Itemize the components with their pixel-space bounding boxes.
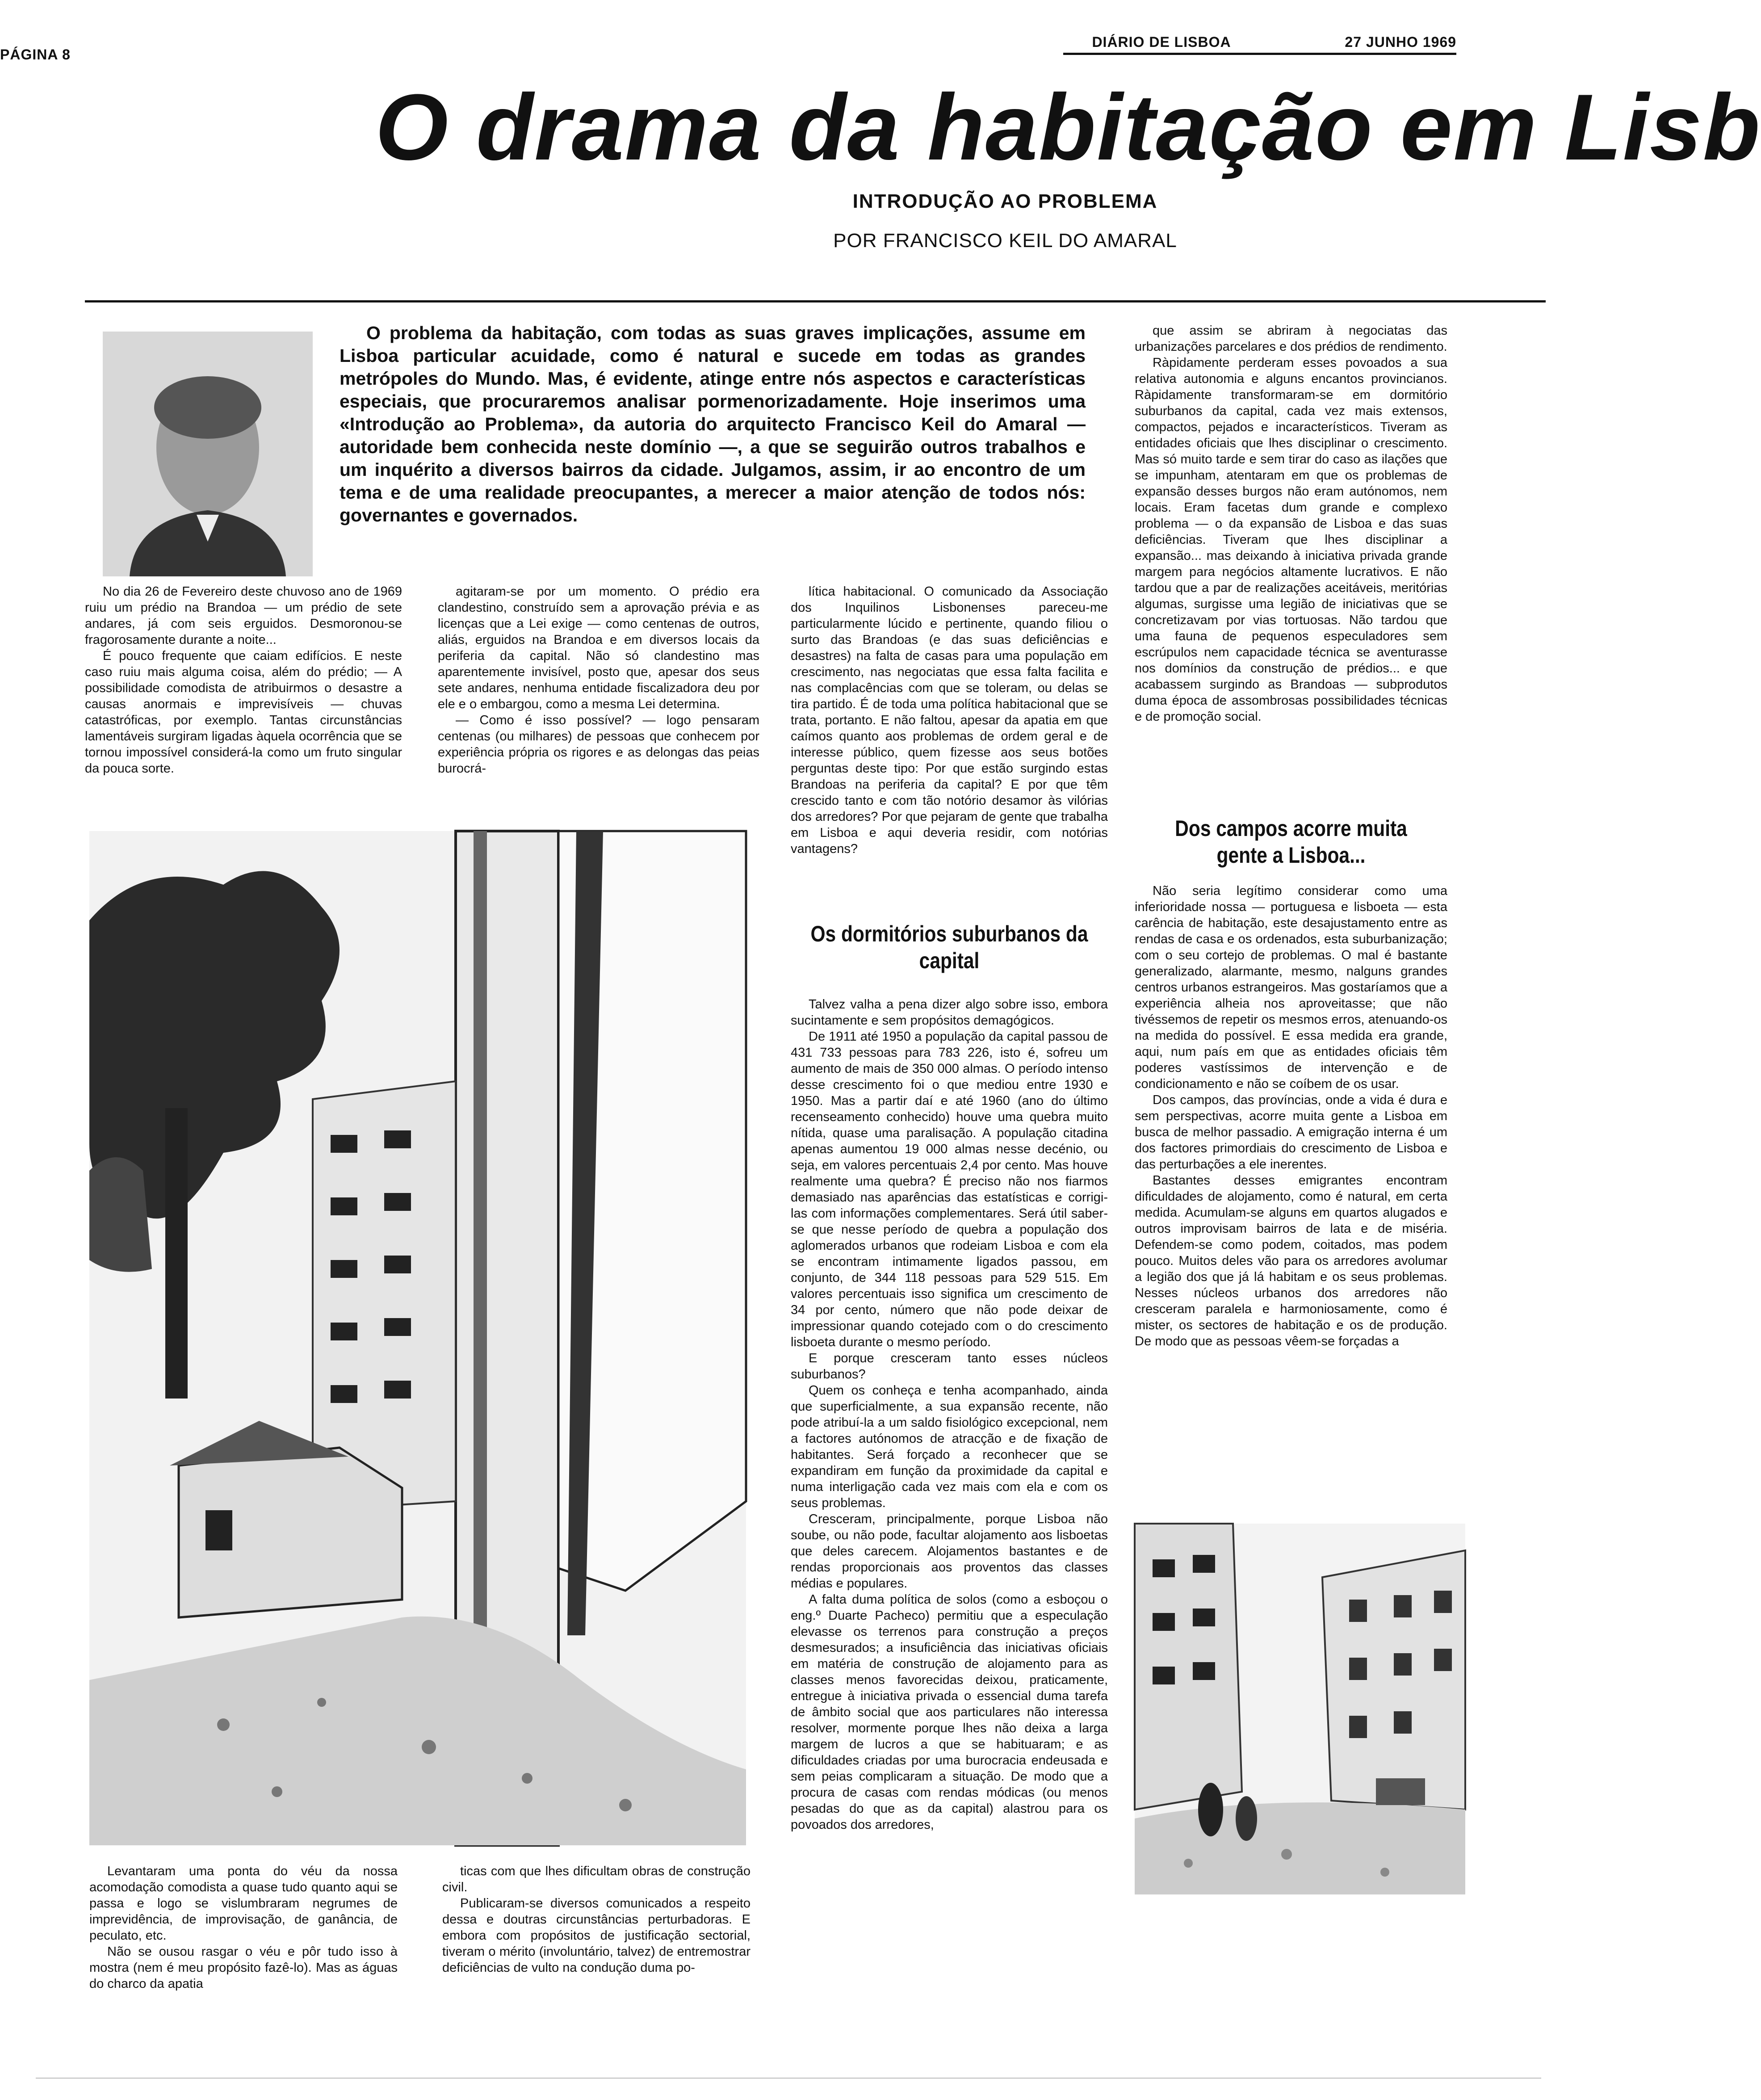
paragraph: Bastantes desses emigrantes encontram dificuldades de alojamento, como é natural, em certa medida. Acumulam-se alguns em quartos alugados e outros improvisam bairros de lata e de miséria. Defendem-se como podem, coitados, mas podem pouco. Muitos deles vão para os arredores avolumar a legião dos que já lá habitam e os seus problemas. Nesses núcleos urbanos dos arredores não cresceram paralela e harmoniosamente, como é mister, os sectores de habitação e os de produção. De modo que as pessoas vêem-se forçadas a	[1135, 1173, 1447, 1348]
paragraph: Levantaram uma ponta do véu da nossa acomodação comodista a quase tudo quanto aqui se passa e logo se vislumbraram negrumes de imprevidência, de improvisação, de ganância, de peculato, etc.	[89, 1864, 398, 1943]
column-3-top	[791, 584, 1108, 857]
column-2	[438, 584, 759, 777]
byline: POR FRANCISCO KEIL DO AMARAL	[833, 230, 1177, 252]
paragraph: Cresceram, principalmente, porque Lisboa não soube, ou não pode, facultar alojamento aos lisboetas que deles carecem. Alojamentos bastantes e de rendas proporcionais aos proventos das classes médias e populares.	[791, 1512, 1108, 1591]
paragraph: — Como é isso possível? — logo pensaram centenas (ou milhares) de pessoas que conhecem por experiência própria os rigores e as delongas das peias burocrá-	[438, 713, 759, 776]
kicker: INTRODUÇÃO AO PROBLEMA	[852, 190, 1158, 212]
lead-text: O problema da habitação, com todas as suas graves implicações, assume em Lisboa particular acuidade, como é natural e sucede em todas as grandes metrópoles do Mundo. Mas, é evidente, atinge entre nós aspectos e características especiais, que procuraremos analisar pormenorizadamente. Hoje inserimos uma «Introdução ao Problema», da autoria do arquitecto Francisco Keil do Amaral — autoridade bem conhecida neste domínio —, a que se seguirão outros trabalhos e um inquérito a diversos bairros da cidade. Julgamos, assim, ir ao encontro de um tema e de uma realidade preocupantes, a merecer a maior atenção de todos nós: governantes e governados.	[340, 323, 1086, 525]
paragraph: agitaram-se por um momento. O prédio era clandestino, construído sem a aprovação prévia e as licenças que a Lei exige — como centenas de outros, aliás, erguidos na Brandoa e em diversos locais da periferia da capital. Não só clandestino mas aparentemente invisível, posto que, apesar dos seus sete andares, nenhuma entidade fiscalizadora deu por ele e o embargou, como a mesma Lei determina.	[438, 584, 759, 711]
photo-caption-right	[442, 1863, 751, 1976]
paragraph: Ràpidamente perderam esses povoados a sua relativa autonomia e alguns encantos provincianos. Ràpidamente transformaram-se em dormitório suburbanos da capital, cada vez mais extensos, compactos, pejados e incaracterísticos. Tiveram as entidades oficiais que lhes disciplinar o crescimento. Mas só muito tarde e sem tirar do caso as ilações que se impunham, atentaram em que os problemas de expansão desses burgos não eram autónomos, nem locais. Eram facetas dum grande e complexo problema — o da expansão de Lisboa e das suas deficiências. Tiveram que lhes disciplinar a expansão... mas deixando à iniciativa privada grande margem para negócios altamente lucrativos. E não tardou que a par de realizações aceitáveis, meritórias algumas, surgisse uma legião de iniciativas que se concretizavam por vias tortuosas. Não tardou que uma fauna de pequenos especuladores sem escrúpulos nem capacidade técnica se aventurasse nos domínios da construção de prédios... e que acabassem surgindo as Brandoas — subprodutos duma época de assombrosas possibilidades técnicas e de promoção social.	[1135, 356, 1447, 724]
paragraph: É pouco frequente que caiam edifícios. E neste caso ruiu mais alguma coisa, além do prédio; — A possibilidade comodista de atribuirmos o desastre a causas anormais e imprevisíveis — chuvas catastróficas, por exemplo. Tantas circunstâncias lamentáveis surgiram ligadas àquela ocorrência que se tornou impossível considerá-la como um fruto singular da pouca sorte.	[85, 649, 402, 776]
issue-date: 27 JUNHO 1969	[1345, 34, 1456, 50]
street-photo	[89, 831, 746, 1845]
paragraph: lítica habitacional. O comunicado da Associação dos Inquilinos Lisbonenses pareceu-me particularmente lúcido e pertinente, quando filiou o surto das Brandoas (e das suas deficiências e desastres) na falta de casas para uma população em crescimento, nas negociatas que essa falta facilita e nas complacências com que se toleram, ou delas se tira partido. É de toda uma política habitacional que se trata, portanto. E não faltou, apesar da apatia em que caímos quanto aos problemas de ordem geral e de interesse público, quem fizesse aos seus botões perguntas deste tipo: Por que estão surgindo estas Brandoas na periferia da capital? E por que têm crescido tanto e com tão notório desamor às vilórias dos arredores? Por que pejaram de gente que trabalha em Lisboa e aqui deveria residir, com notórias vantagens?	[791, 584, 1108, 856]
footer-rule	[36, 2078, 1541, 2079]
paragraph: De 1911 até 1950 a população da capital passou de 431 733 pessoas para 783 226, isto é, sofreu um aumento de mais de 350 000 almas. O período intenso desse crescimento foi o que mediou entre 1930 e 1950. Mas a partir daí e até 1960 (ano do último recenseamento conhecido) houve uma quebra muito nítida, quase uma paralisação. A população citadina apenas aumentou 19 000 almas nesse decénio, ou seja, em valores percentuais 2,4 por cento. Mas houve realmente uma quebra? É preciso não nos fiarmos demasiado nas aparências das estatísticas e corrigi-las com informações complementares. Será útil saber-se que nesse período de quebra a população dos aglomerados urbanos que rodeiam Lisboa e com ela se encontram intimamente ligados passou, em conjunto, de 344 118 pessoas para 529 515. Em valores percentuais isso significa um crescimento de 34 por cento, número que não pode deixar de impressionar quando cotejado com o do crescimento lisboeta durante o mesmo período.	[791, 1029, 1108, 1349]
photo-caption-left	[89, 1863, 398, 1992]
byline-rule	[85, 300, 1546, 302]
paragraph: E porque cresceram tanto esses núcleos suburbanos?	[791, 1351, 1108, 1382]
paragraph: Quem os conheça e tenha acompanhado, ainda que superficialmente, a sua expansão recente, não pode atribuí-la a um saldo fisiológico excepcional, nem a factores autónomos de atracção e de fixação de habitantes. Será forçado a reconhecer que se expandiram em função da proximidade da capital e numa interligação cada vez mais com ela e com os seus problemas.	[791, 1383, 1108, 1510]
paragraph: Não seria legítimo considerar como uma inferioridade nossa — portuguesa e lisboeta — esta carência de habitação, este desajustamento entre as rendas de casa e os ordenados, esta suburbanização; com o seu cortejo de problemas. O mal é bastante generalizado, alarmante, mesmo, nalguns grandes centros urbanos estrangeiros. Mas gostaríamos que a experiência alheia nos aproveitasse; que não tivéssemos de repetir os mesmos erros, atenuando-os na medida do possível. E essa medida era grande, aqui, num país em que as entidades oficiais têm poderes vastíssimos de intervenção e de condicionamento e não se coíbem de os usar.	[1135, 884, 1447, 1091]
paragraph: Dos campos, das províncias, onde a vida é dura e sem perspectivas, acorre muita gente a Lisboa em busca de melhor passadio. A emigração interna é um dos factores primordiais do crescimento de Lisboa e das perturbações a ele inerentes.	[1135, 1093, 1447, 1172]
headline: O drama da habitação em Lisb	[375, 75, 1761, 180]
header-rule	[1063, 53, 1456, 55]
column-4-bottom	[1135, 883, 1447, 1349]
subhead-campos: Dos campos acorre muita gente a Lisboa...	[1175, 816, 1407, 868]
paragraph: que assim se abriram à negociatas das urbanizações parcelares e dos prédios de rendimento.	[1135, 323, 1447, 354]
column-3-bottom	[791, 996, 1108, 1833]
newspaper-name: DIÁRIO DE LISBOA	[1092, 34, 1231, 50]
paragraph: Não se ousou rasgar o véu e pôr tudo isso à mostra (nem é meu propósito fazê-lo). Mas as águas do charco da apatia	[89, 1945, 398, 1991]
paragraph: Publicaram-se diversos comunicados a respeito dessa e doutras circunstâncias perturbadoras. E embora com propósitos de justificação sectorial, tiveram o mérito (involuntário, talvez) de entremostrar deficiências de vulto na condução duma po-	[442, 1896, 751, 1975]
subhead-dormitorios: Os dormitórios suburbanos da capital	[810, 921, 1088, 973]
page-number: PÁGINA 8	[0, 46, 71, 63]
column-1	[85, 584, 402, 777]
paragraph: Talvez valha a pena dizer algo sobre isso, embora sucintamente e sem propósitos demagógicos.	[791, 997, 1108, 1028]
street-photo-small	[1135, 1524, 1465, 1894]
author-portrait	[103, 332, 313, 576]
lead-paragraph	[340, 322, 1086, 527]
paragraph: No dia 26 de Fevereiro deste chuvoso ano de 1969 ruiu um prédio na Brandoa — um prédio de sete andares, já com seis erguidos. Desmoronou-se fragorosamente durante a noite...	[85, 584, 402, 647]
column-4-top	[1135, 323, 1447, 725]
paragraph: A falta duma política de solos (como a esboçou o eng.º Duarte Pacheco) permitiu que a especulação elevasse os terrenos para construção a preços desmesurados; a insuficiência das iniciativas oficiais em matéria de construção de alojamento para as classes menos favorecidas deixou, praticamente, entregue à iniciativa privada o essencial duma tarefa de âmbito social que aos particulares não interessa resolver, mormente porque lhes não deixa a larga margem de lucros a que se habituaram; e as dificuldades criadas por uma burocracia endeusada e sem peias complicaram a situação. De modo que a procura de casas com rendas módicas (ou menos pesadas do que as da capital) alastrou para os povoados dos arredores,	[791, 1592, 1108, 1832]
paragraph: ticas com que lhes dificultam obras de construção civil.	[442, 1864, 751, 1894]
